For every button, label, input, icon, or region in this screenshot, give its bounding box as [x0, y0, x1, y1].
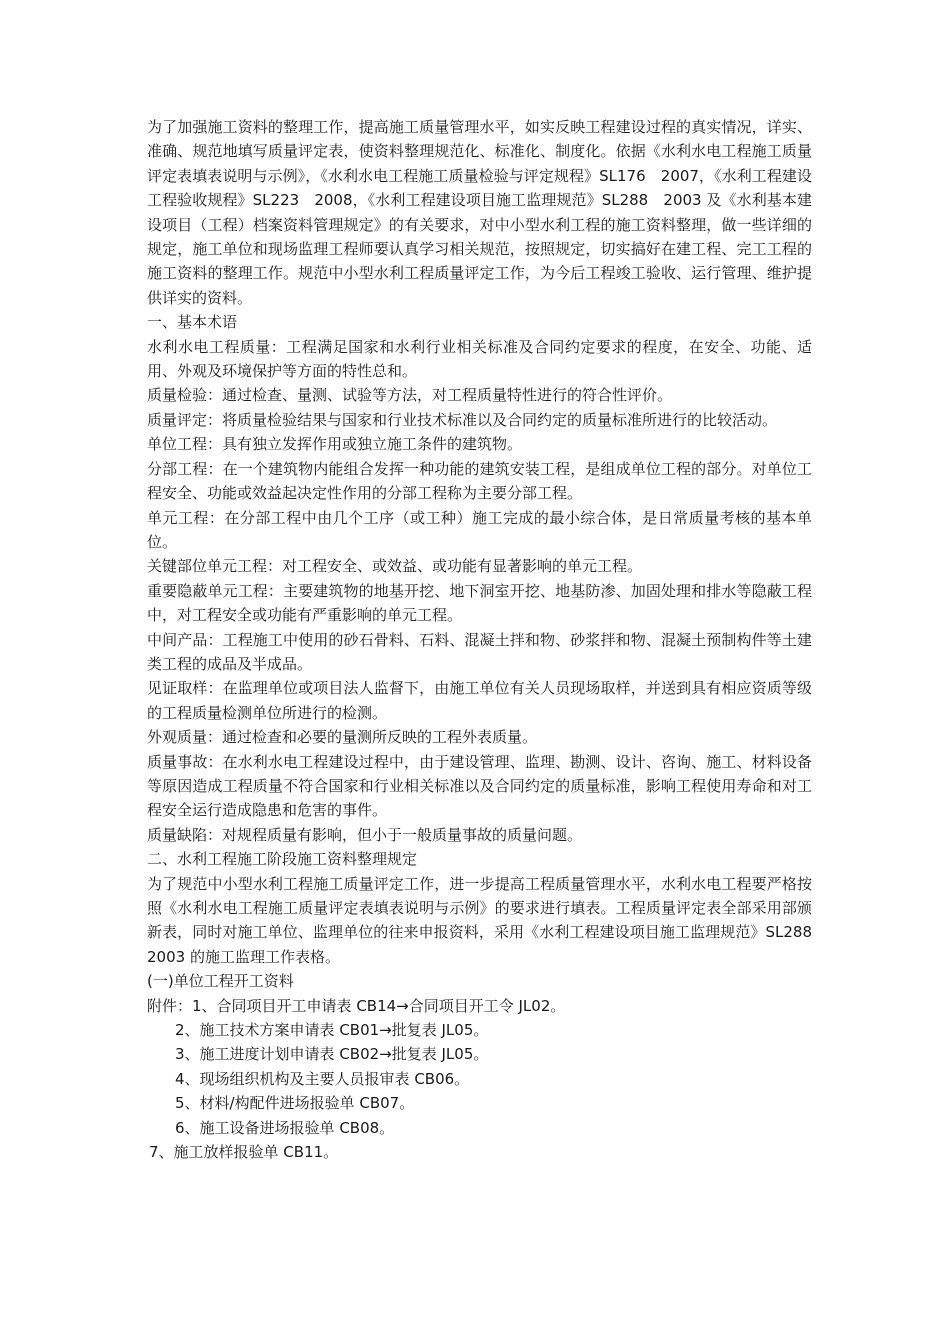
term-definition: 单位工程：具有独立发挥作用或独立施工条件的建筑物。 [147, 435, 523, 454]
term-definition: 分部工程：在一个建筑物内能组合发挥一种功能的建筑安装工程，是组成单位工程的部分。对单位工程安全、功能或效益起决定性作用的分部工程称为主要分部工程。 [147, 459, 812, 503]
document-body [147, 115, 828, 1164]
term-definition: 质量事故：在水利水电工程建设过程中，由于建设管理、监理、勘测、设计、咨询、施工、材料设备等原因造成工程质量不符合国家和行业相关标准以及合同约定的质量标准，影响工程使用寿命和对工程安全运行造成隐患和危害的事件。 [147, 752, 812, 820]
term-definition: 质量检验：通过检查、量测、试验等方法，对工程质量特性进行的符合性评价。 [147, 386, 673, 405]
term-definition: 外观质量：通过检查和必要的量测所反映的工程外表质量。 [147, 728, 538, 747]
term-definition: 质量缺陷：对规程质量有影响，但小于一般质量事故的质量问题。 [147, 825, 583, 844]
intro-paragraph: 为了加强施工资料的整理工作，提高施工质量管理水平，如实反映工程建设过程的真实情况，详实、准确、规范地填写质量评定表，使资料整理规范化、标准化、制度化。依据《水利水电工程施工质量评定表填表说明与示例》，《水利水电工程施工质量检验与评定规程》SL176 2007，《水利工程建设工程验收规程》SL223 2008，《水利工程建设项目施工监理规范》SL288 2003 及《水利基本建设项目（工程）档案资料管理规定》的有关要求，对中小型水利工程的施工资料整理，做一些详细的规定，施工单位和现场监理工程师要认真学习相关规范，按照规定，切实搞好在建工程、完工工程的施工资料的整理工作。规范中小型水利工程质量评定工作，为今后工程竣工验收、运行管理、维护提供详实的资料。 [147, 118, 812, 307]
term-definition: 水利水电工程质量：工程满足国家和水利行业相关标准及合同约定要求的程度，在安全、功能、适用、外观及环境保护等方面的特性总和。 [147, 337, 812, 381]
annex-item: 6、施工设备进场报验单 CB08。 [175, 1118, 395, 1137]
subsection-heading-unit-start: (一)单位工程开工资料 [147, 972, 294, 991]
annex-last-item: 7、施工放样报验单 CB11。 [149, 1143, 339, 1162]
section-body-paragraph: 为了规范中小型水利工程施工质量评定工作，进一步提高工程质量管理水平，水利水电工程要严格按照《水利水电工程施工质量评定表填表说明与示例》的要求进行填表。工程质量评定表全部采用部颁新表，同时对施工单位、监理单位的往来申报资料，采用《水利工程建设项目施工监理规范》SL288 2003 的施工监理工作表格。 [147, 874, 828, 966]
annex-item: 5、材料/构配件进场报验单 CB07。 [175, 1094, 415, 1113]
term-definition: 中间产品：工程施工中使用的砂石骨料、石料、混凝土拌和物、砂浆拌和物、混凝土预制构件等土建类工程的成品及半成品。 [147, 630, 812, 673]
term-definition: 单元工程：在分部工程中由几个工序（或工种）施工完成的最小综合体，是日常质量考核的基本单位。 [147, 508, 812, 551]
term-definition: 重要隐蔽单元工程：主要建筑物的地基开挖、地下洞室开挖、地基防渗、加固处理和排水等隐蔽工程中，对工程安全或功能有严重影响的单元工程。 [147, 581, 812, 625]
annex-item: 2、施工技术方案申请表 CB01→批复表 JL05。 [175, 1021, 489, 1040]
term-definition: 质量评定：将质量检验结果与国家和行业技术标准以及合同约定的质量标准所进行的比较活动。 [147, 410, 778, 429]
annex-item: 3、施工进度计划申请表 CB02→批复表 JL05。 [175, 1045, 489, 1064]
term-definition: 见证取样：在监理单位或项目法人监督下，由施工单位有关人员现场取样，并送到具有相应资质等级的工程质量检测单位所进行的检测。 [147, 679, 812, 722]
annex-first-item: 附件：1、合同项目开工申请表 CB14→合同项目开工令 JL02。 [147, 996, 566, 1015]
section-heading-construction-records: 二、水利工程施工阶段施工资料整理规定 [147, 850, 418, 869]
term-definition: 关键部位单元工程：对工程安全、或效益、或功能有显著影响的单元工程。 [147, 557, 643, 576]
section-heading-basic-terms: 一、基本术语 [147, 313, 238, 332]
annex-item: 4、现场组织机构及主要人员报审表 CB06。 [175, 1069, 470, 1088]
